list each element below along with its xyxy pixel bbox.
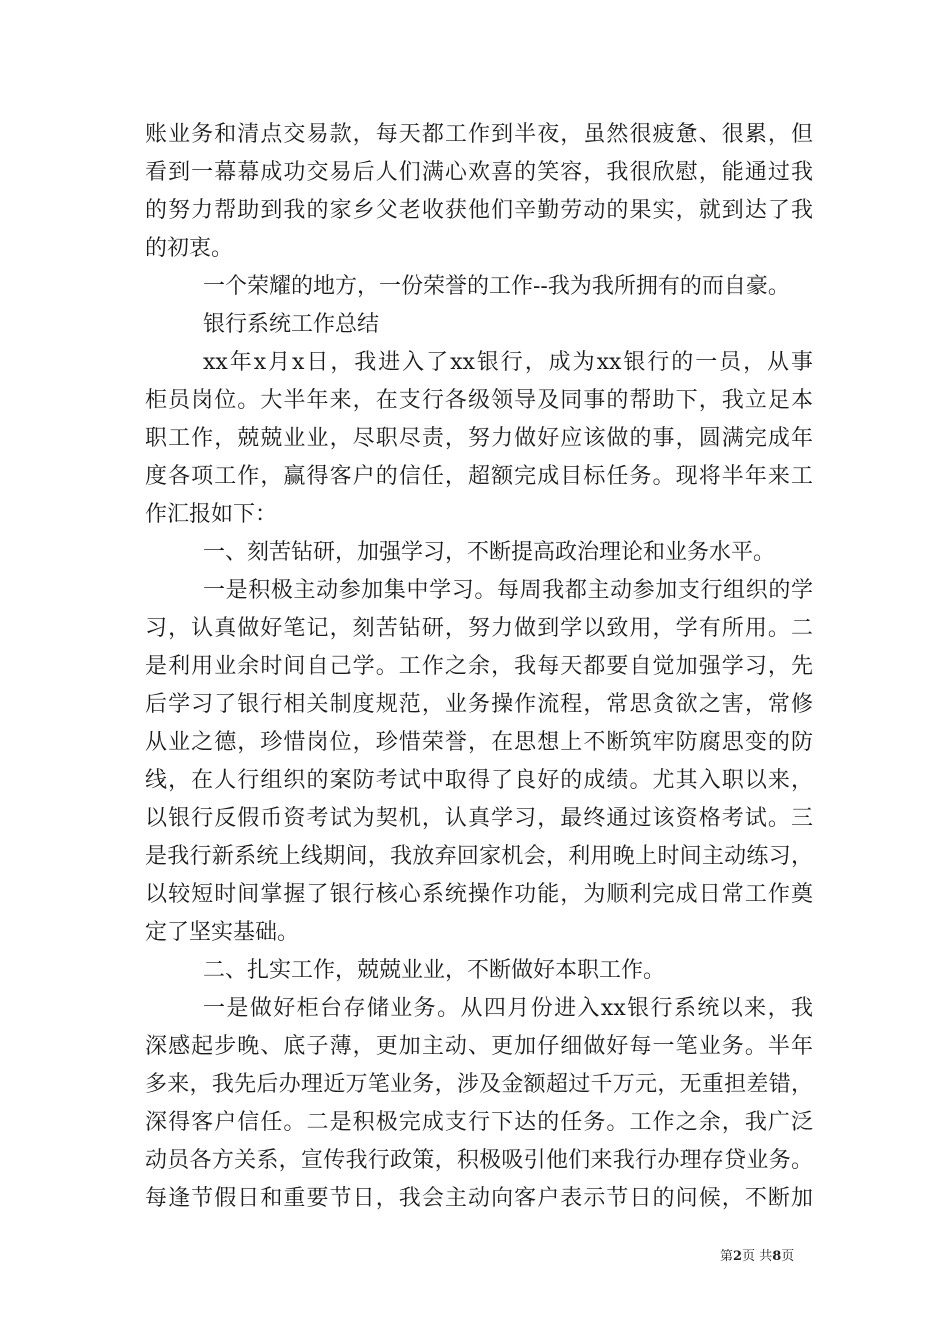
- text-line: 深感起步晚、底子薄，更加主动、更加仔细做好每一笔业务。半年: [145, 1034, 813, 1059]
- document-body: [145, 116, 813, 1218]
- text-line: 职工作，兢兢业业，尽职尽责，努力做好应该做的事，圆满完成年: [145, 426, 813, 451]
- footer-prefix: 第: [720, 1249, 734, 1264]
- text-line: 一个荣耀的地方，一份荣誉的工作--我为我所拥有的而自豪。: [203, 274, 790, 299]
- text-line: 是我行新系统上线期间，我放弃回家机会，利用晚上时间主动练习，: [145, 844, 813, 869]
- text-line: 多来，我先后办理近万笔业务，涉及金额超过千万元，无重担差错，: [145, 1072, 813, 1097]
- text-line: 从业之德，珍惜岗位，珍惜荣誉，在思想上不断筑牢防腐思变的防: [145, 730, 813, 755]
- text-line: 度各项工作，赢得客户的信任，超额完成目标任务。现将半年来工: [145, 464, 813, 489]
- text-line: 的初衷。: [145, 236, 234, 261]
- footer-middle: 页 共: [742, 1249, 773, 1264]
- text-line: xx年x月x日，我进入了xx银行，成为xx银行的一员，从事: [203, 350, 813, 375]
- text-line: 动员各方关系，宣传我行政策，积极吸引他们来我行办理存贷业务。: [145, 1148, 813, 1173]
- text-line: 一是积极主动参加集中学习。每周我都主动参加支行组织的学: [203, 578, 813, 603]
- text-line: 的努力帮助到我的家乡父老收获他们辛勤劳动的果实，就到达了我: [145, 198, 813, 223]
- text-line: 银行系统工作总结: [203, 312, 380, 337]
- text-line: 定了坚实基础。: [145, 920, 300, 945]
- total-pages-number: 8: [772, 1249, 782, 1264]
- text-line: 看到一幕幕成功交易后人们满心欢喜的笑容，我很欣慰，能通过我: [145, 160, 813, 185]
- text-line: 每逢节假日和重要节日，我会主动向客户表示节日的问候，不断加: [145, 1186, 813, 1211]
- text-line: 一是做好柜台存储业务。从四月份进入xx银行系统以来，我: [203, 996, 813, 1021]
- page-footer: [720, 1245, 794, 1264]
- text-line: 习，认真做好笔记，刻苦钻研，努力做到学以致用，学有所用。二: [145, 616, 813, 641]
- text-line: 作汇报如下：: [145, 502, 278, 527]
- text-line: 一、刻苦钻研，加强学习，不断提高政治理论和业务水平。: [203, 540, 776, 565]
- text-line: 账业务和清点交易款，每天都工作到半夜，虽然很疲惫、很累，但: [145, 122, 813, 147]
- text-line: 柜员岗位。大半年来，在支行各级领导及同事的帮助下，我立足本: [145, 388, 813, 413]
- text-line: 是利用业余时间自己学。工作之余，我每天都要自觉加强学习，先: [145, 654, 813, 679]
- text-line: 深得客户信任。二是积极完成支行下达的任务。工作之余，我广泛: [145, 1110, 813, 1135]
- text-line: 以银行反假币资考试为契机，认真学习，最终通过该资格考试。三: [145, 806, 813, 831]
- text-line: 线，在人行组织的案防考试中取得了良好的成绩。尤其入职以来，: [145, 768, 813, 793]
- current-page-number: 2: [733, 1249, 743, 1264]
- text-line: 二、扎实工作，兢兢业业，不断做好本职工作。: [203, 958, 666, 983]
- footer-suffix: 页: [781, 1249, 795, 1264]
- text-line: 后学习了银行相关制度规范，业务操作流程，常思贪欲之害，常修: [145, 692, 813, 717]
- text-line: 以较短时间掌握了银行核心系统操作功能，为顺利完成日常工作奠: [145, 882, 813, 907]
